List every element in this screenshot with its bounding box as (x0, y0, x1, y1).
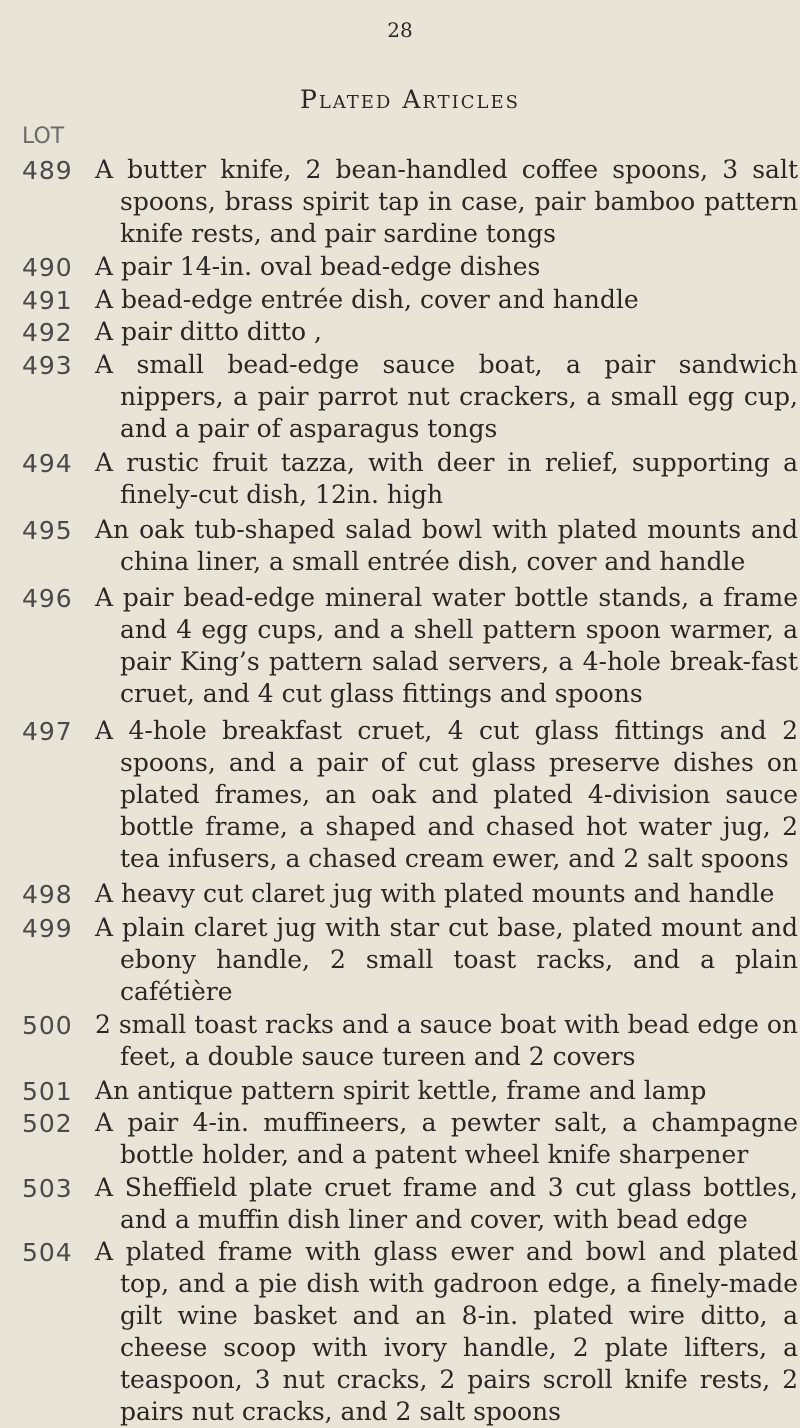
lot-number: 491 (22, 286, 73, 315)
lot-number: 495 (22, 516, 73, 545)
lot-description: A small bead-edge sauce boat, a pair sandwich nippers, a pair parrot nut crackers, a small egg cup, and a pair of asparagus tongs (95, 350, 798, 443)
lot-number: 497 (22, 717, 73, 746)
lot-number: 496 (22, 584, 73, 613)
lot-number: 500 (22, 1011, 73, 1040)
lot-description: A heavy cut claret jug with plated mounts and handle (95, 879, 775, 908)
lot-number: 501 (22, 1077, 73, 1106)
lot-number: 489 (22, 156, 73, 185)
lot-number: 493 (22, 351, 73, 380)
lot-number: 504 (22, 1238, 73, 1267)
lot-description: A pair 14-in. oval bead-edge dishes (95, 252, 541, 281)
lot-description: 2 small toast racks and a sauce boat with bead edge on feet, a double sauce tureen and 2 covers (95, 1010, 799, 1071)
lot-number: 490 (22, 253, 73, 282)
lot-description: A pair bead-edge mineral water bottle stands, a frame and 4 egg cups, and a shell pattern spoon warmer, a pair King’s pattern salad servers, a 4-hole break-fast cruet, and 4 cut glass fittings and spoons (95, 583, 798, 708)
lot-column-header: LOT (22, 124, 65, 149)
section-title: Plated Articles (300, 85, 520, 114)
lot-description: A bead-edge entrée dish, cover and handle (95, 285, 639, 314)
lot-number: 503 (22, 1174, 73, 1203)
lot-description: An oak tub-shaped salad bowl with plated mounts and china liner, a small entrée dish, cover and handle (95, 515, 798, 576)
lot-description: A Sheffield plate cruet frame and 3 cut glass bottles, and a muffin dish liner and cover, with bead edge (95, 1173, 798, 1234)
lot-number: 498 (22, 880, 73, 909)
lot-description: A pair 4-in. muffineers, a pewter salt, a champagne bottle holder, and a patent wheel knife sharpener (95, 1108, 798, 1169)
lot-description: A rustic fruit tazza, with deer in relief, supporting a finely-cut dish, 12in. high (95, 448, 798, 509)
lot-description: A plain claret jug with star cut base, plated mount and ebony handle, 2 small toast racks, and a plain cafétière (95, 913, 798, 1006)
page-number: 28 (387, 18, 413, 42)
lot-description: A pair ditto ditto , (95, 317, 322, 346)
lot-number: 499 (22, 914, 73, 943)
lot-description: A 4-hole breakfast cruet, 4 cut glass fittings and 2 spoons, and a pair of cut glass preserve dishes on plated frames, an oak and plated 4-division sauce bottle frame, a shaped and chased hot water jug, 2 tea infusers, a chased cream ewer, and 2 salt spoons (95, 716, 798, 873)
lot-description: An antique pattern spirit kettle, frame and lamp (95, 1076, 707, 1105)
lot-number: 494 (22, 449, 73, 478)
lot-number: 502 (22, 1109, 73, 1138)
lot-number: 492 (22, 318, 73, 347)
lot-description: A plated frame with glass ewer and bowl and plated top, and a pie dish with gadroon edge, a finely-made gilt wine basket and an 8-in. plated wire ditto, a cheese scoop with ivory handle, 2 plate lifters, a teaspoon, 3 nut cracks, 2 pairs scroll knife rests, 2 pairs nut cracks, and 2 salt spoons (95, 1237, 798, 1426)
lot-description: A butter knife, 2 bean-handled coffee spoons, 3 salt spoons, brass spirit tap in case, pair bamboo pattern knife rests, and pair sardine tongs (95, 155, 798, 248)
